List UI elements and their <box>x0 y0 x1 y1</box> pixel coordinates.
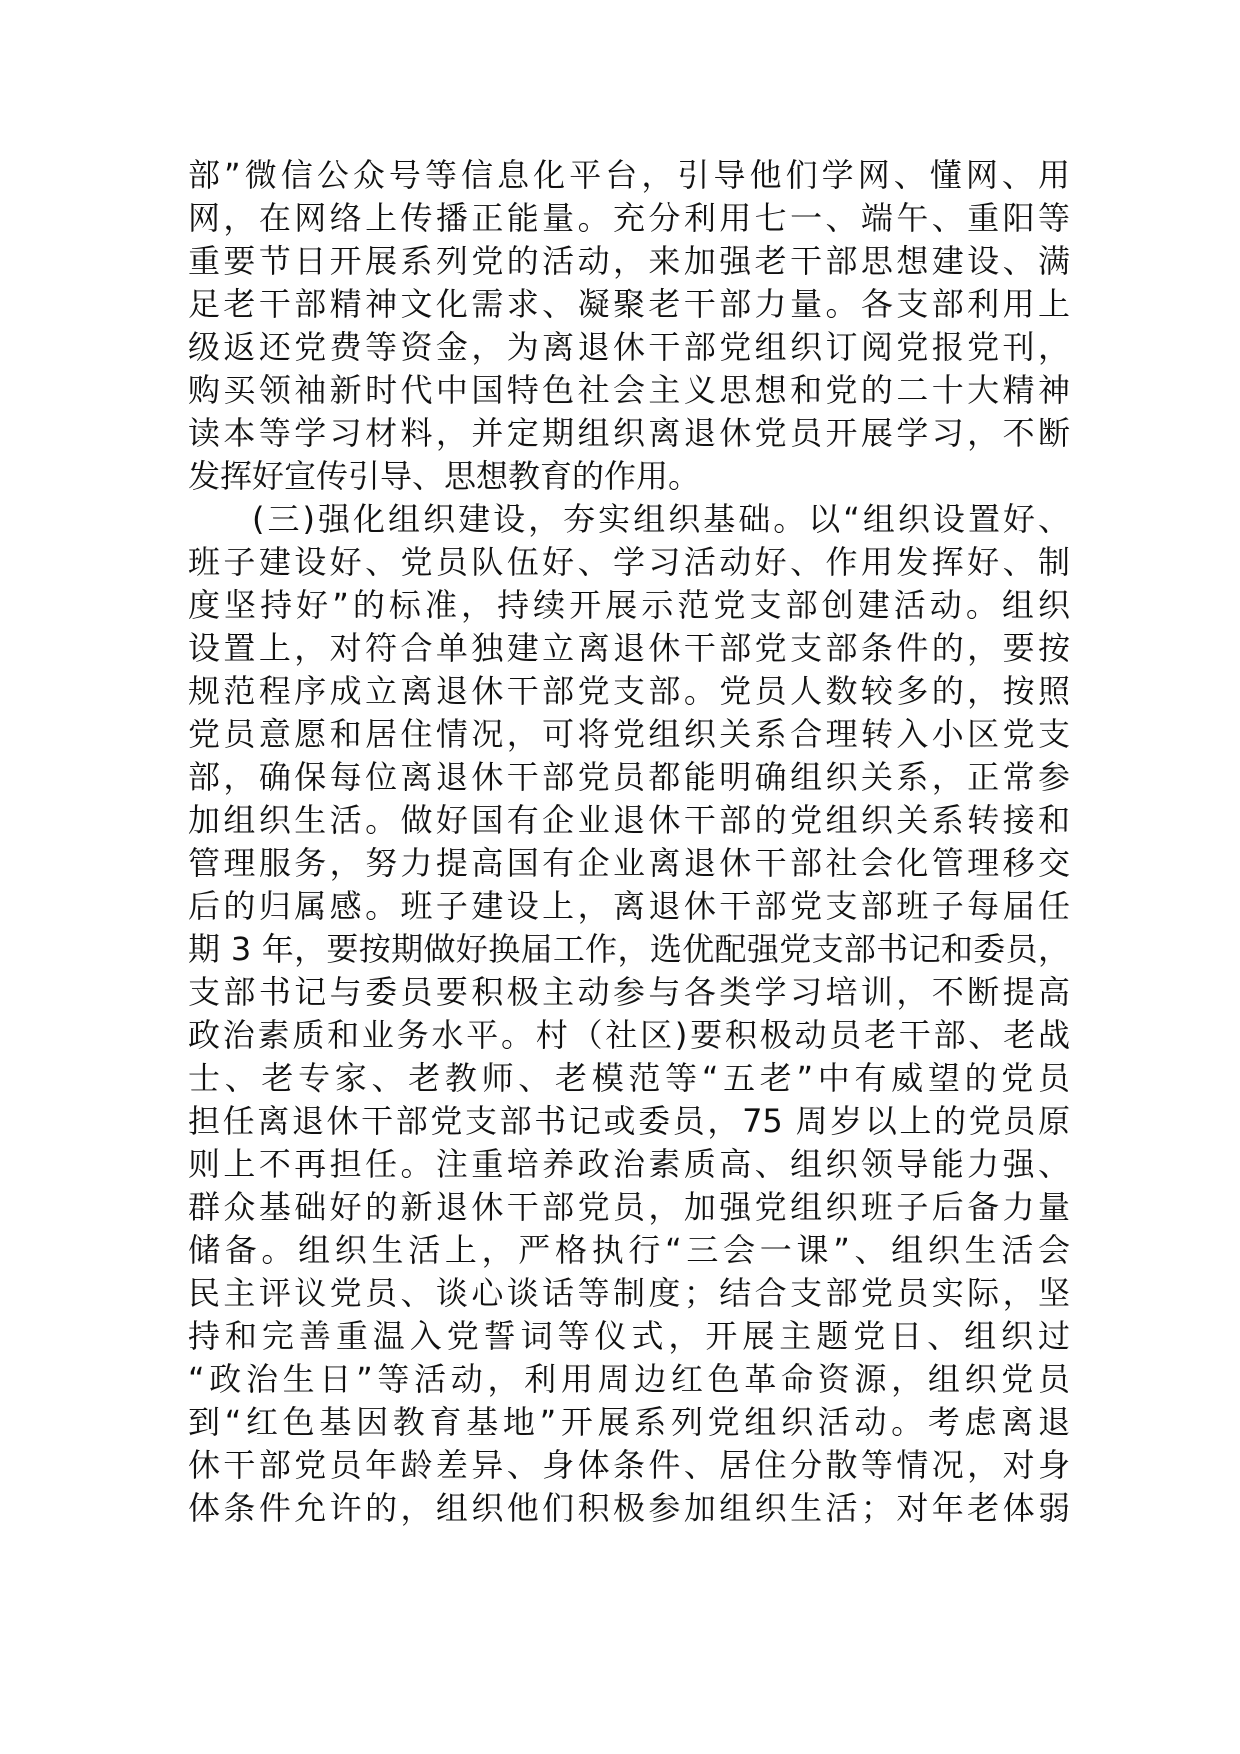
section-heading-line: (三)强化组织建设，夯实组织基础。以“组织设置好、 <box>252 500 1070 538</box>
text-line: 后的归属感。班子建设上，离退休干部党支部班子每届任 <box>188 887 1070 925</box>
text-line: 民主评议党员、谈心谈话等制度；结合支部党员实际，坚 <box>188 1274 1070 1312</box>
text-line: 担任离退休干部党支部书记或委员，75 周岁以上的党员原 <box>188 1102 1070 1140</box>
text-line: 网，在网络上传播正能量。充分利用七一、端午、重阳等 <box>188 199 1070 237</box>
text-line: 级返还党费等资金，为离退休干部党组织订阅党报党刊， <box>188 328 1070 366</box>
text-line: 部”微信公众号等信息化平台，引导他们学网、懂网、用 <box>188 156 1070 194</box>
text-line: 休干部党员年龄差异、身体条件、居住分散等情况，对身 <box>188 1446 1070 1484</box>
text-line: 设置上，对符合单独建立离退休干部党支部条件的，要按 <box>188 629 1070 667</box>
text-line: 持和完善重温入党誓词等仪式，开展主题党日、组织过 <box>188 1317 1070 1355</box>
text-line: 读本等学习材料，并定期组织离退休党员开展学习，不断 <box>188 414 1070 452</box>
text-line: 班子建设好、党员队伍好、学习活动好、作用发挥好、制 <box>188 543 1070 581</box>
paragraph-end-line: 发挥好宣传引导、思想教育的作用。 <box>188 457 701 495</box>
text-line: 政治素质和业务水平。村（社区)要积极动员老干部、老战 <box>188 1016 1070 1054</box>
text-line: 到“红色基因教育基地”开展系列党组织活动。考虑离退 <box>188 1403 1070 1441</box>
text-line: 规范程序成立离退休干部党支部。党员人数较多的，按照 <box>188 672 1070 710</box>
text-line: 体条件允许的，组织他们积极参加组织生活；对年老体弱 <box>188 1489 1070 1527</box>
text-line: 期 3 年，要按期做好换届工作，选优配强党支部书记和委员， <box>188 930 1070 968</box>
text-line: 部，确保每位离退休干部党员都能明确组织关系，正常参 <box>188 758 1070 796</box>
document-body <box>188 154 1070 1530</box>
text-line: 购买领袖新时代中国特色社会主义思想和党的二十大精神 <box>188 371 1070 409</box>
text-line: 士、老专家、老教师、老模范等“五老”中有威望的党员 <box>188 1059 1070 1097</box>
text-line: 群众基础好的新退休干部党员，加强党组织班子后备力量 <box>188 1188 1070 1226</box>
text-line: 管理服务，努力提高国有企业离退休干部社会化管理移交 <box>188 844 1070 882</box>
text-line: 度坚持好”的标准，持续开展示范党支部创建活动。组织 <box>188 586 1070 624</box>
text-line: 党员意愿和居住情况，可将党组织关系合理转入小区党支 <box>188 715 1070 753</box>
text-line: 加组织生活。做好国有企业退休干部的党组织关系转接和 <box>188 801 1070 839</box>
text-line: 储备。组织生活上，严格执行“三会一课”、组织生活会 <box>188 1231 1070 1269</box>
text-line: “政治生日”等活动，利用周边红色革命资源，组织党员 <box>188 1360 1070 1398</box>
text-line: 则上不再担任。注重培养政治素质高、组织领导能力强、 <box>188 1145 1070 1183</box>
text-line: 支部书记与委员要积极主动参与各类学习培训，不断提高 <box>188 973 1070 1011</box>
text-line: 足老干部精神文化需求、凝聚老干部力量。各支部利用上 <box>188 285 1070 323</box>
text-line: 重要节日开展系列党的活动，来加强老干部思想建设、满 <box>188 242 1070 280</box>
